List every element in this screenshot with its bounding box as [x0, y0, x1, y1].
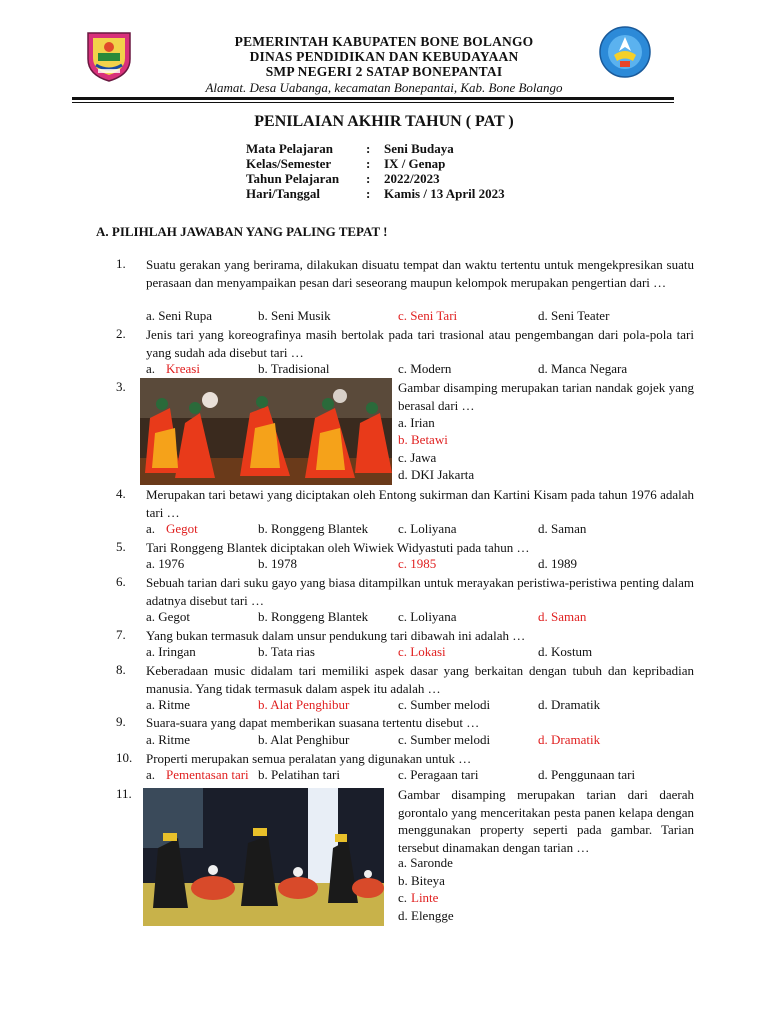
option-b-answer: b. Betawi: [398, 432, 448, 447]
question-text: Sebuah tarian dari suku gayo yang biasa ditampilkan untuk merayakan peristiwa-peristiwa penting dalam adatnya disebut tari …: [146, 575, 695, 608]
option-a: a. Gegot: [146, 609, 191, 624]
question-text: Suara-suara yang dapat memberikan suasana tertentu disebut …: [146, 715, 480, 730]
info-label: Kelas/Semester: [246, 156, 332, 171]
question-number: 5.: [116, 539, 126, 554]
gorontalo-dance-image: [143, 788, 384, 926]
option-d-answer: d. Dramatik: [538, 732, 601, 747]
header-rule-thin: [72, 102, 674, 103]
option-c: c. Sumber melodi: [398, 732, 491, 747]
option-b: b. Ronggeng Blantek: [258, 609, 369, 624]
option-d: d. Manca Negara: [538, 361, 628, 376]
option-a: a. Ritme: [146, 697, 191, 712]
info-colon: :: [366, 141, 371, 156]
option-b: b. Tata rias: [258, 644, 315, 659]
option-a: a. Irian: [398, 415, 435, 430]
option-a: a. Saronde: [398, 855, 453, 870]
question-text: Gambar disamping merupakan tarian nandak gojek yang berasal dari …: [398, 380, 694, 413]
option-c: c. Peragaan tari: [398, 767, 479, 782]
info-label: Mata Pelajaran: [246, 141, 334, 156]
option-b: b. Biteya: [398, 873, 445, 888]
option-a: a. Ritme: [146, 732, 191, 747]
question-number: 3.: [116, 379, 126, 394]
option-d: d. 1989: [538, 556, 577, 571]
header-rule-thick: [72, 97, 674, 100]
option-b: b. Alat Penghibur: [258, 732, 350, 747]
question-text: Yang bukan termasuk dalam unsur pendukung tari dibawah ini adalah …: [146, 628, 526, 643]
question-number: 9.: [116, 714, 126, 729]
dance-photo-gorontalo: [143, 788, 384, 926]
option-d: d. Seni Teater: [538, 308, 610, 323]
option-d: d. Elengge: [398, 908, 454, 923]
option-c-answer: c. Seni Tari: [398, 308, 458, 323]
question-number: 8.: [116, 662, 126, 677]
header-school: SMP NEGERI 2 SATAP BONEPANTAI: [265, 64, 503, 79]
question-text: Suatu gerakan yang berirama, dilakukan disuatu tempat dan waktu tertentu untuk mengekpresikan suatu perasaan dan menyampaikan pesan dari seseorang maupun kelompok merupakan pengertian dari …: [146, 257, 694, 290]
exam-title: PENILAIAN AKHIR TAHUN ( PAT ): [254, 113, 514, 130]
option-a-answer: Gegot: [166, 521, 198, 536]
option-c: c. Loliyana: [398, 521, 457, 536]
option-a-prefix: a.: [146, 767, 156, 782]
header-government: PEMERINTAH KABUPATEN BONE BOLANGO: [234, 34, 534, 49]
header-department: DINAS PENDIDIKAN DAN KEBUDAYAAN: [249, 49, 519, 64]
option-b: b. 1978: [258, 556, 297, 571]
info-colon: :: [366, 186, 371, 201]
info-value: IX / Genap: [384, 156, 446, 171]
info-colon: :: [366, 156, 371, 171]
option-c: c. Loliyana: [398, 609, 457, 624]
option-b-answer: b. Alat Penghibur: [258, 697, 350, 712]
option-d: d. DKI Jakarta: [398, 467, 475, 482]
info-value: 2022/2023: [384, 171, 440, 186]
info-label: Tahun Pelajaran: [246, 171, 340, 186]
option-a: a. Iringan: [146, 644, 196, 659]
question-number: 1.: [116, 256, 126, 271]
option-a-answer: Pementasan tari: [166, 767, 249, 782]
question-number: 4.: [116, 486, 126, 501]
option-a: a. Seni Rupa: [146, 308, 213, 323]
option-d: d. Dramatik: [538, 697, 601, 712]
option-c-answer: c. Lokasi: [398, 644, 446, 659]
option-b: b. Ronggeng Blantek: [258, 521, 369, 536]
question-text: Jenis tari yang koreografinya masih bertolak pada tari trasional atau pengembangan dari pola-pola tari yang sudah ada disebut tari …: [146, 327, 694, 360]
option-a-prefix: a.: [146, 361, 156, 376]
header-address: Alamat. Desa Uabanga, kecamatan Bonepantai, Kab. Bone Bolango: [205, 80, 563, 95]
option-d: d. Penggunaan tari: [538, 767, 636, 782]
question-text: Merupakan tari betawi yang diciptakan oleh Entong sukirman dan Kartini Kisam pada tahun 1976 adalah tari …: [146, 487, 694, 520]
question-text: Tari Ronggeng Blantek diciptakan oleh Wiwiek Widyastuti pada tahun …: [146, 540, 530, 555]
question-number: 10.: [116, 750, 133, 765]
question-number: 7.: [116, 627, 126, 642]
option-c: c. Sumber melodi: [398, 697, 491, 712]
question-text: Gambar disamping merupakan tarian dari daerah gorontalo yang menceritakan pesta panen kelapa dengan menggunakan property seperti pada gambar. Tarian tersebut dinamakan dengan tarian …: [398, 787, 694, 855]
info-value: Seni Budaya: [384, 141, 454, 156]
option-c-prefix: c.: [398, 890, 408, 905]
option-c-answer: c. 1985: [398, 556, 437, 571]
option-c: c. Modern: [398, 361, 452, 376]
info-label: Hari/Tanggal: [246, 186, 320, 201]
question-number: 11.: [116, 786, 132, 801]
option-a-answer: Kreasi: [166, 361, 200, 376]
question-number: 2.: [116, 326, 126, 341]
dance-photo-nandak-gojek: [140, 378, 392, 485]
section-heading: A. PILIHLAH JAWABAN YANG PALING TEPAT !: [96, 224, 388, 239]
option-d: d. Kostum: [538, 644, 593, 659]
option-d-answer: d. Saman: [538, 609, 587, 624]
option-a: a. 1976: [146, 556, 185, 571]
nandak-gojek-dance-image: [140, 378, 392, 485]
question-text: Properti merupakan semua peralatan yang digunakan untuk …: [146, 751, 472, 766]
question-number: 6.: [116, 574, 126, 589]
option-b: b. Tradisional: [258, 361, 330, 376]
info-value: Kamis / 13 April 2023: [384, 186, 505, 201]
option-a-prefix: a.: [146, 521, 156, 536]
option-c-answer: Linte: [411, 890, 439, 905]
option-b: b. Pelatihan tari: [258, 767, 340, 782]
option-b: b. Seni Musik: [258, 308, 331, 323]
option-d: d. Saman: [538, 521, 587, 536]
question-text: Keberadaan music didalam tari memiliki aspek dasar yang berkaitan dengan tubuh dan kepribadian manusia. Yang tidak termasuk dalam aspek itu adalah …: [146, 663, 694, 696]
info-colon: :: [366, 171, 371, 186]
option-c: c. Jawa: [398, 450, 437, 465]
